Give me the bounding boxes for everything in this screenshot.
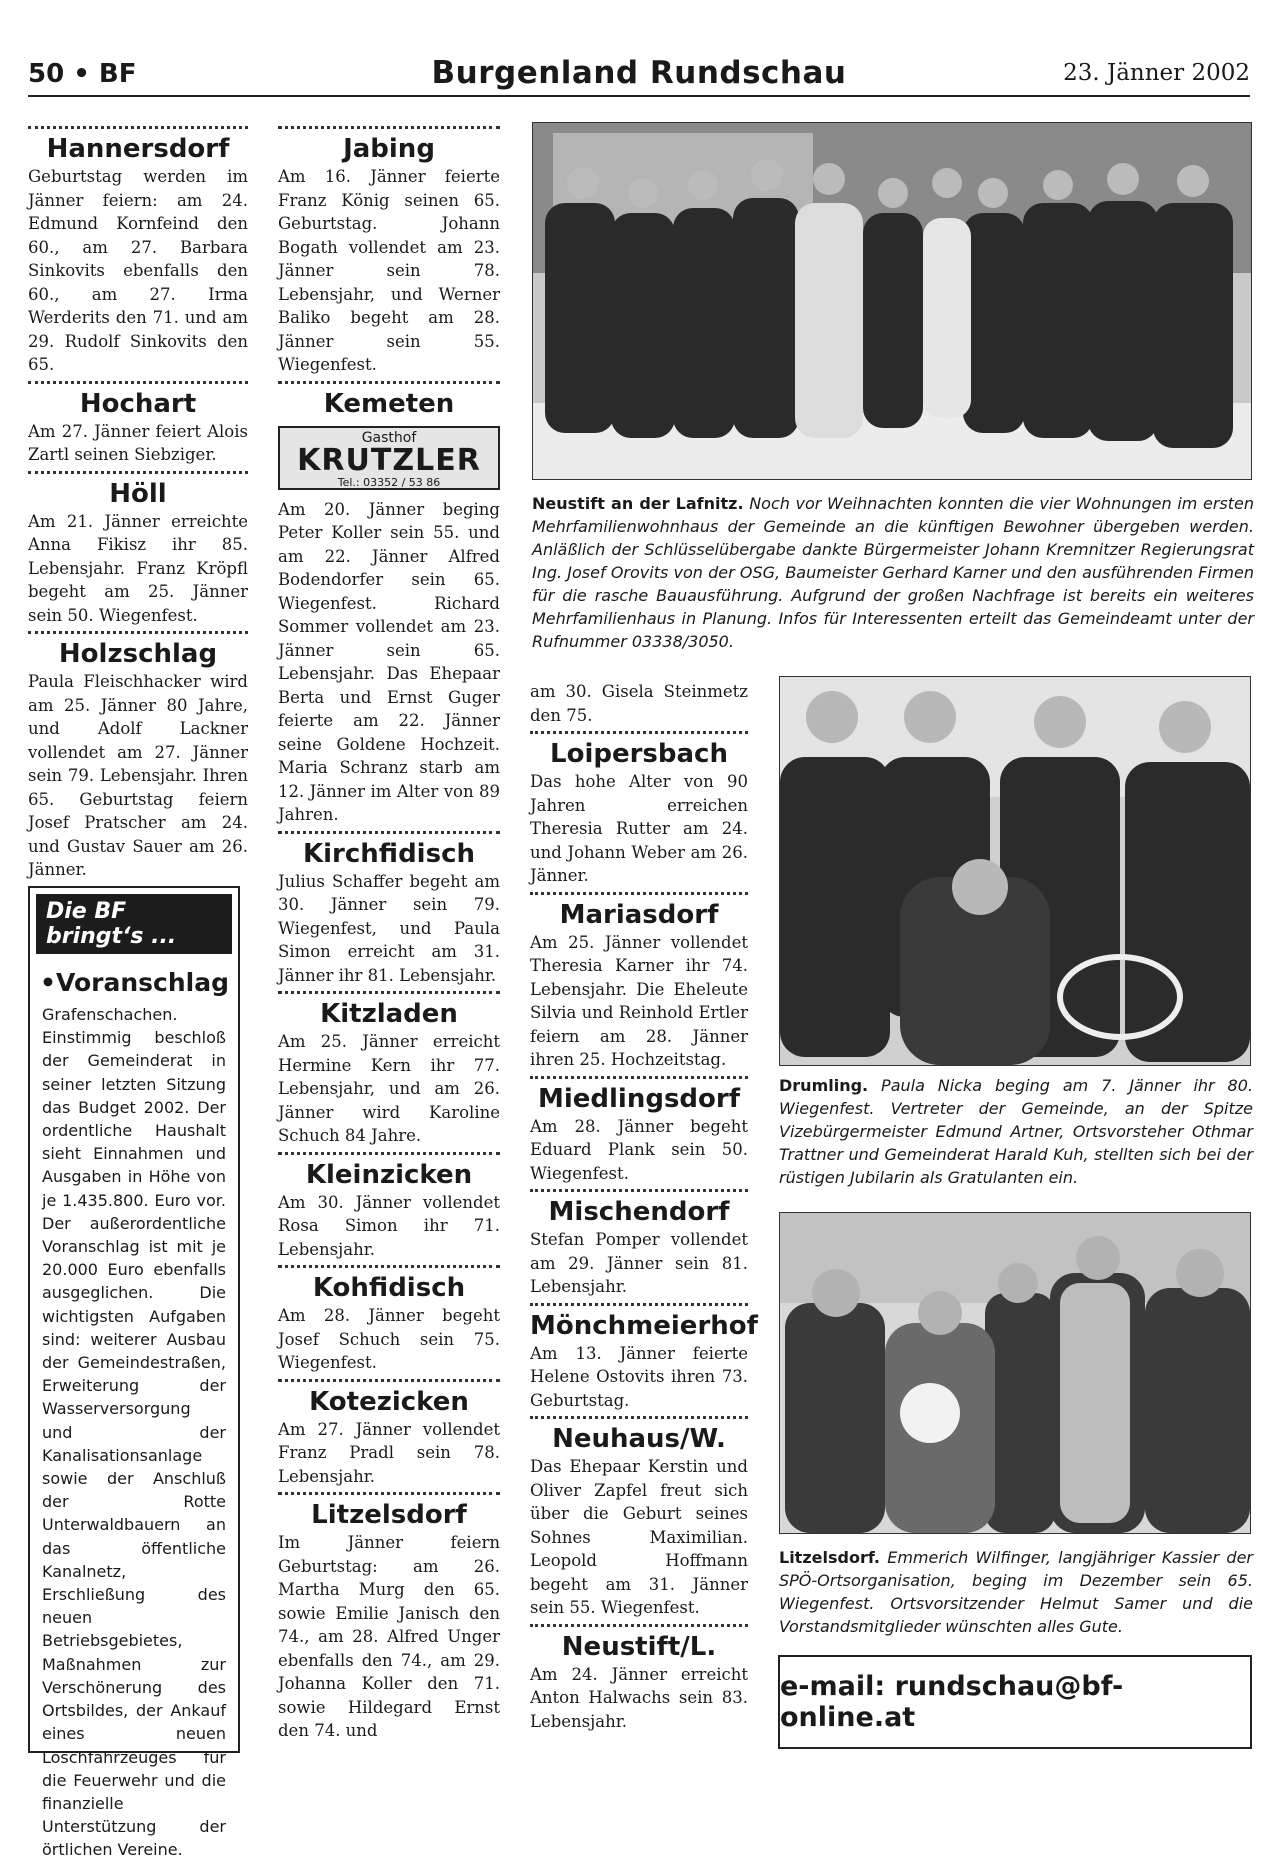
place-heading: Mönchmeierhof bbox=[530, 1310, 758, 1341]
place-heading: Mariasdorf bbox=[559, 899, 719, 930]
notice-text: Am 28. Jänner begeht Josef Schuch sein 75. Wiegenfest. bbox=[278, 1306, 500, 1372]
ad-line-3: Tel.: 03352 / 53 86 bbox=[337, 475, 441, 489]
caption-drumling bbox=[779, 1074, 1253, 1189]
notice-section bbox=[530, 892, 748, 1072]
newspaper-title: Burgenland Rundschau bbox=[431, 55, 847, 91]
notice-section bbox=[530, 731, 748, 888]
notice-section bbox=[28, 631, 248, 882]
notice-section bbox=[278, 1152, 500, 1262]
notice-text: Geburtstag werden im Jänner feiern: am 24. Edmund Kornfeind den 60., am 27. Barbara Sinkovits ebenfalls den 60., am 27. Irma Werderits den 71. und am 29. Rudolf Sinkovits den 65. bbox=[28, 167, 248, 374]
dotted-divider bbox=[278, 991, 500, 994]
photo-drumling bbox=[779, 676, 1251, 1066]
bf-box-title: •Voranschlag bbox=[40, 968, 229, 997]
dotted-divider bbox=[28, 126, 248, 129]
notice-section bbox=[278, 1492, 500, 1743]
notice-text: Am 28. Jänner begeht Eduard Plank sein 50. Wiegenfest. bbox=[530, 1116, 748, 1183]
dotted-divider bbox=[278, 381, 500, 384]
column-1 bbox=[28, 124, 248, 886]
place-heading: Neustift/L. bbox=[561, 1631, 717, 1662]
place-heading: Litzelsdorf bbox=[311, 1500, 467, 1530]
notice-section bbox=[530, 1624, 748, 1734]
notice-text: Am 30. Jänner vollendet Rosa Simon ihr 71. Lebensjahr. bbox=[278, 1192, 500, 1259]
dotted-divider bbox=[530, 1303, 748, 1306]
dotted-divider bbox=[530, 1624, 748, 1627]
dotted-divider bbox=[530, 1076, 748, 1079]
notice-section bbox=[530, 1416, 748, 1620]
place-heading: Neuhaus/W. bbox=[552, 1424, 726, 1454]
notice-text: Am 27. Jänner vollendet Franz Pradl sein 78. Lebensjahr. bbox=[278, 1419, 500, 1486]
page-number: 50 • BF bbox=[28, 59, 137, 89]
place-heading: Miedlingsdorf bbox=[537, 1083, 741, 1114]
notice-text: Im Jänner feiern Geburtstag: am 26. Martha Murg den 65. sowie Emilie Janisch den 74., am 28. Alfred Unger ebenfalls den 74., am 29. Johanna Koller den 71. sowie Hildegard Ernst den 74. und bbox=[278, 1533, 500, 1740]
bf-box-heading: Die BF bringt‘s ... bbox=[36, 894, 232, 954]
dotted-divider bbox=[278, 831, 500, 834]
ad-line-2: KRUTZLER bbox=[297, 442, 481, 478]
notice-text: Am 27. Jänner feiert Alois Zartl seinen Siebziger. bbox=[28, 421, 248, 464]
ad-gasthof-krutzler bbox=[278, 426, 500, 490]
place-heading: Kohfidisch bbox=[312, 1273, 466, 1303]
bf-info-box bbox=[28, 886, 240, 1860]
place-heading: Mischendorf bbox=[548, 1197, 730, 1227]
place-heading: Loipersbach bbox=[550, 739, 728, 769]
notice-section bbox=[530, 1303, 758, 1413]
place-heading: Hochart bbox=[79, 388, 197, 419]
dotted-divider bbox=[278, 1492, 500, 1495]
notice-section bbox=[530, 1189, 748, 1299]
dotted-divider bbox=[530, 1189, 748, 1192]
notice-text: Am 21. Jänner erreichte Anna Fikisz ihr 85. Lebensjahr. Franz Kröpfl begeht am 25. Jänner sein 50. Wiegenfest. bbox=[28, 511, 248, 625]
notice-text: am 30. Gisela Steinmetz den 75. bbox=[530, 682, 748, 725]
photo-drumling-image bbox=[780, 677, 1250, 1065]
dotted-divider bbox=[530, 892, 748, 895]
caption-litzelsdorf bbox=[779, 1546, 1253, 1638]
photo-litzelsdorf-image bbox=[780, 1213, 1250, 1533]
caption-drumling-text: Paula Nicka beging am 7. Jänner ihr 80. Wiegenfest. Vertreter der Gemeinde, an der Spitze Vizebürgermeister Edmund Artner, Ortsvorsteher Othmar Trattner und Gemeinderat Harald Kuh, stellten sich bei der rüstigen Jubilarin als Gratulanten ein. bbox=[779, 1076, 1253, 1187]
place-heading: Kemeten bbox=[323, 388, 455, 419]
caption-drumling-lead: Drumling. bbox=[779, 1076, 869, 1095]
issue-date: 23. Jänner 2002 bbox=[1063, 60, 1250, 86]
notice-section bbox=[530, 1076, 748, 1186]
place-heading: Kirchfidisch bbox=[303, 838, 475, 869]
photo-neustift-group bbox=[532, 122, 1252, 480]
dotted-divider bbox=[530, 731, 748, 734]
column-2 bbox=[278, 124, 500, 1747]
notice-section bbox=[278, 126, 500, 377]
notice-text: Stefan Pomper vollendet am 29. Jänner sein 81. Lebensjahr. bbox=[530, 1230, 748, 1296]
caption-neustift-lead: Neustift an der Lafnitz. bbox=[532, 494, 744, 513]
dotted-divider bbox=[28, 381, 248, 384]
photo-neustift-image bbox=[533, 123, 1251, 479]
caption-neustift-text: Noch vor Weihnachten konnten die vier Wohnungen im ersten Mehrfamilienwohnhaus der Gemeinde an die künftigen Bewohner übergeben werden. Anläßlich der Schlüsselübergabe dankte Bürgermeister Johann Kremnitzer Regierungsrat Ing. Josef Orovits von der OSG, Baumeister Gerhard Karner und den ausführenden Firmen für die rasche Bauausführung. Aufgrund der großen Nachfrage ist bereits ein weiteres Mehrfamilienhaus in Planung. Infos für Interessenten erteilt das Gemeindeamt unter der Rufnummer 03338/3050. bbox=[532, 494, 1255, 651]
caption-litzelsdorf-text: Emmerich Wilfinger, langjähriger Kassier der SPÖ-Ortsorganisation, beging im Dezember sein 65. Wiegenfest. Ortsvorsitzender Helmut Samer und die Vorstandsmitglieder wünschten alles Gute. bbox=[779, 1548, 1253, 1636]
email-box bbox=[778, 1655, 1252, 1749]
notice-section bbox=[278, 1379, 500, 1489]
place-heading: Kotezicken bbox=[309, 1386, 469, 1417]
dotted-divider bbox=[530, 1416, 748, 1419]
caption-litzelsdorf-lead: Litzelsdorf. bbox=[779, 1548, 880, 1567]
notice-section bbox=[278, 1265, 500, 1375]
ad-line-1: Gasthof bbox=[361, 429, 417, 446]
column-3 bbox=[530, 680, 758, 1737]
dotted-divider bbox=[28, 631, 248, 634]
notice-section bbox=[278, 381, 500, 420]
notice-text: Das hohe Alter von 90 Jahren erreichen Theresia Rutter am 24. und Johann Weber am 26. Jänner. bbox=[530, 772, 748, 885]
notice-section bbox=[28, 381, 248, 467]
notice-section bbox=[28, 471, 248, 628]
page-header bbox=[28, 55, 1250, 97]
photo-litzelsdorf bbox=[779, 1212, 1251, 1534]
place-heading: Kitzladen bbox=[320, 999, 458, 1029]
place-heading: Holzschlag bbox=[58, 639, 218, 669]
notice-section bbox=[28, 126, 248, 377]
dotted-divider bbox=[278, 1152, 500, 1155]
dotted-divider bbox=[278, 126, 500, 129]
dotted-divider bbox=[278, 1265, 500, 1268]
notice-text: Das Ehepaar Kerstin und Oliver Zapfel freut sich über die Geburt seines Sohnes Maximilian. Leopold Hoffmann begeht am 31. Jänner sein 55. Wiegenfest. bbox=[530, 1457, 748, 1617]
dotted-divider bbox=[28, 471, 248, 474]
notice-text: Am 24. Jänner erreicht Anton Halwachs sein 83. Lebensjahr. bbox=[530, 1664, 748, 1731]
notice-text: Am 16. Jänner feierte Franz König seinen 65. Geburtstag. Johann Bogath vollendet am 23. Jänner sein 78. Lebensjahr, und Werner Baliko begeht am 28. Jänner sein 55. Wiegenfest. bbox=[278, 167, 500, 374]
place-heading: Jabing bbox=[343, 134, 435, 164]
bf-box-text: Grafenschachen. Einstimmig beschloß der Gemeinderat in seiner letzten Sitzung das Budget 2002. Der ordentliche Haushalt sieht Einnahmen und Ausgaben in Höhe von je 1.435.800. Euro vor. Der außerordentliche Voranschlag ist mit je 20.000 Euro ebenfalls ausgeglichen. Die wichtigsten Aufgaben sind: weiterer Ausbau der Gemeindestraßen, Erweiterung der Wasserversorgung und der Kanalisationsanlage sowie der Anschluß der Rotte Unterwaldbauern an das öffentliche Kanalnetz, Erschließung des neuen Betriebsgebietes, Maßnahmen zur Verschönerung des Ortsbildes, der Ankauf eines neuen Löschfahrzeuges für die Feuerwehr und die finanzielle Unterstützung der örtlichen Vereine. bbox=[42, 1005, 226, 1860]
place-heading: Kleinzicken bbox=[305, 1159, 473, 1190]
notice-text: Am 13. Jänner feierte Helene Ostovits ihren 73. Geburtstag. bbox=[530, 1343, 748, 1410]
place-heading: Höll bbox=[109, 478, 167, 509]
place-heading: Hannersdorf bbox=[46, 134, 230, 164]
notice-text: Julius Schaffer begeht am 30. Jänner sein 79. Wiegenfest, und Paula Simon erreicht am 31. Jänner ihr 81. Lebensjahr. bbox=[278, 871, 500, 985]
notice-section bbox=[278, 991, 500, 1148]
notice-section bbox=[278, 498, 500, 827]
notice-text: Am 25. Jänner erreicht Hermine Kern ihr 77. Lebensjahr, und am 26. Jänner wird Karoline Schuch 84 Jahre. bbox=[278, 1032, 500, 1145]
email-text: e-mail: rundschau@bf-online.at bbox=[780, 1671, 1124, 1733]
notice-section bbox=[278, 831, 500, 988]
notice-text: Paula Fleischhacker wird am 25. Jänner 80 Jahre, und Adolf Lackner vollendet am 27. Jänner sein 79. Lebensjahr. Ihren 65. Geburtstag feiern Josef Pratscher am 24. und Gustav Sauer am 26. Jänner. bbox=[28, 672, 248, 879]
caption-neustift bbox=[532, 492, 1254, 653]
dotted-divider bbox=[278, 1379, 500, 1382]
notice-text: Am 25. Jänner vollendet Theresia Karner ihr 74. Lebensjahr. Die Eheleute Silvia und Reinhold Ertler feiern am 28. Jänner ihren 25. Hochzeitstag. bbox=[530, 932, 748, 1069]
notice-section bbox=[530, 680, 748, 727]
notice-text: Am 20. Jänner beging Peter Koller sein 55. und am 22. Jänner Alfred Bodendorfer sein 65. Wiegenfest. Richard Sommer vollendet am 23. Jänner sein 65. Lebensjahr. Das Ehepaar Berta und Ernst Guger feierte am 22. Jänner seine Goldene Hochzeit. Maria Schranz starb am 12. Jänner im Alter von 89 Jahren. bbox=[278, 499, 500, 824]
